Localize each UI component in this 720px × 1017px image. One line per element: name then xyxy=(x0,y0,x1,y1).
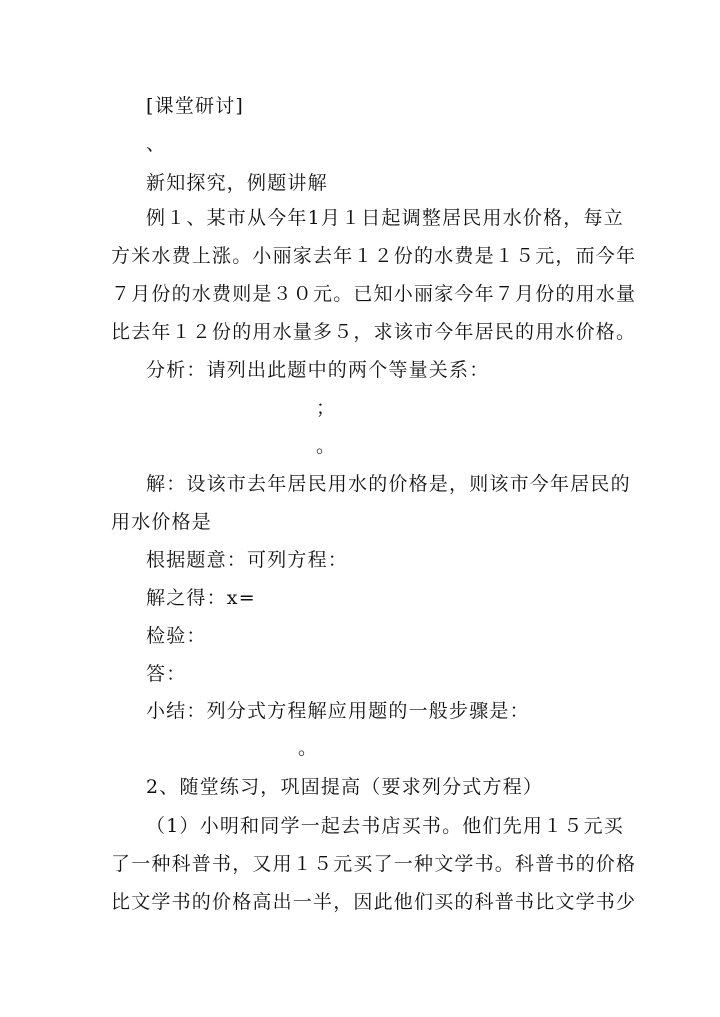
blank-period-2: 。 xyxy=(298,737,319,759)
blank-semicolon: ； xyxy=(316,397,337,419)
example1-line4: 比去年１２份的用水量多５，求该市今年居民的用水价格。 xyxy=(111,321,637,343)
practice1-line2: 了一种科普书，又用１５元买了一种文学书。科普书的价格 xyxy=(111,853,637,875)
practice-title: 2、随堂练习，巩固提高（要求列分式方程） xyxy=(146,776,544,798)
practice1-line1: （1）小明和同学一起去书店买书。他们先用１５元买 xyxy=(146,815,624,837)
example1-line3: ７月份的水费则是３０元。已知小丽家今年７月份的用水量 xyxy=(111,283,637,305)
equation-line: 根据题意：可列方程： xyxy=(146,549,349,571)
summary-line: 小结：列分式方程解应用题的一般步骤是： xyxy=(146,700,530,722)
example1-line2: 方米水费上涨。小丽家去年１２份的水费是１５元，而今年 xyxy=(111,245,637,267)
analysis-line: 分析：请列出此题中的两个等量关系： xyxy=(146,359,490,381)
section-title: [课堂研讨] xyxy=(146,95,245,117)
example1-line1: 例１、某市从今年1月１日起调整居民用水价格，每立 xyxy=(146,207,624,229)
practice1-line3: 比文学书的价格高出一半，因此他们买的科普书比文学书少 xyxy=(111,891,637,913)
solution-line1: 解：设该市去年居民用水的价格是，则该市今年居民的 xyxy=(146,473,631,495)
answer-line: 答： xyxy=(146,663,187,685)
solve-line: 解之得：x= xyxy=(146,587,256,609)
blank-period-1: 。 xyxy=(316,435,337,457)
subtitle: 新知探究，例题讲解 xyxy=(146,172,328,194)
punctuation-mark: 、 xyxy=(146,133,167,155)
solution-line2: 用水价格是 xyxy=(111,511,213,533)
check-line: 检验： xyxy=(146,625,207,647)
